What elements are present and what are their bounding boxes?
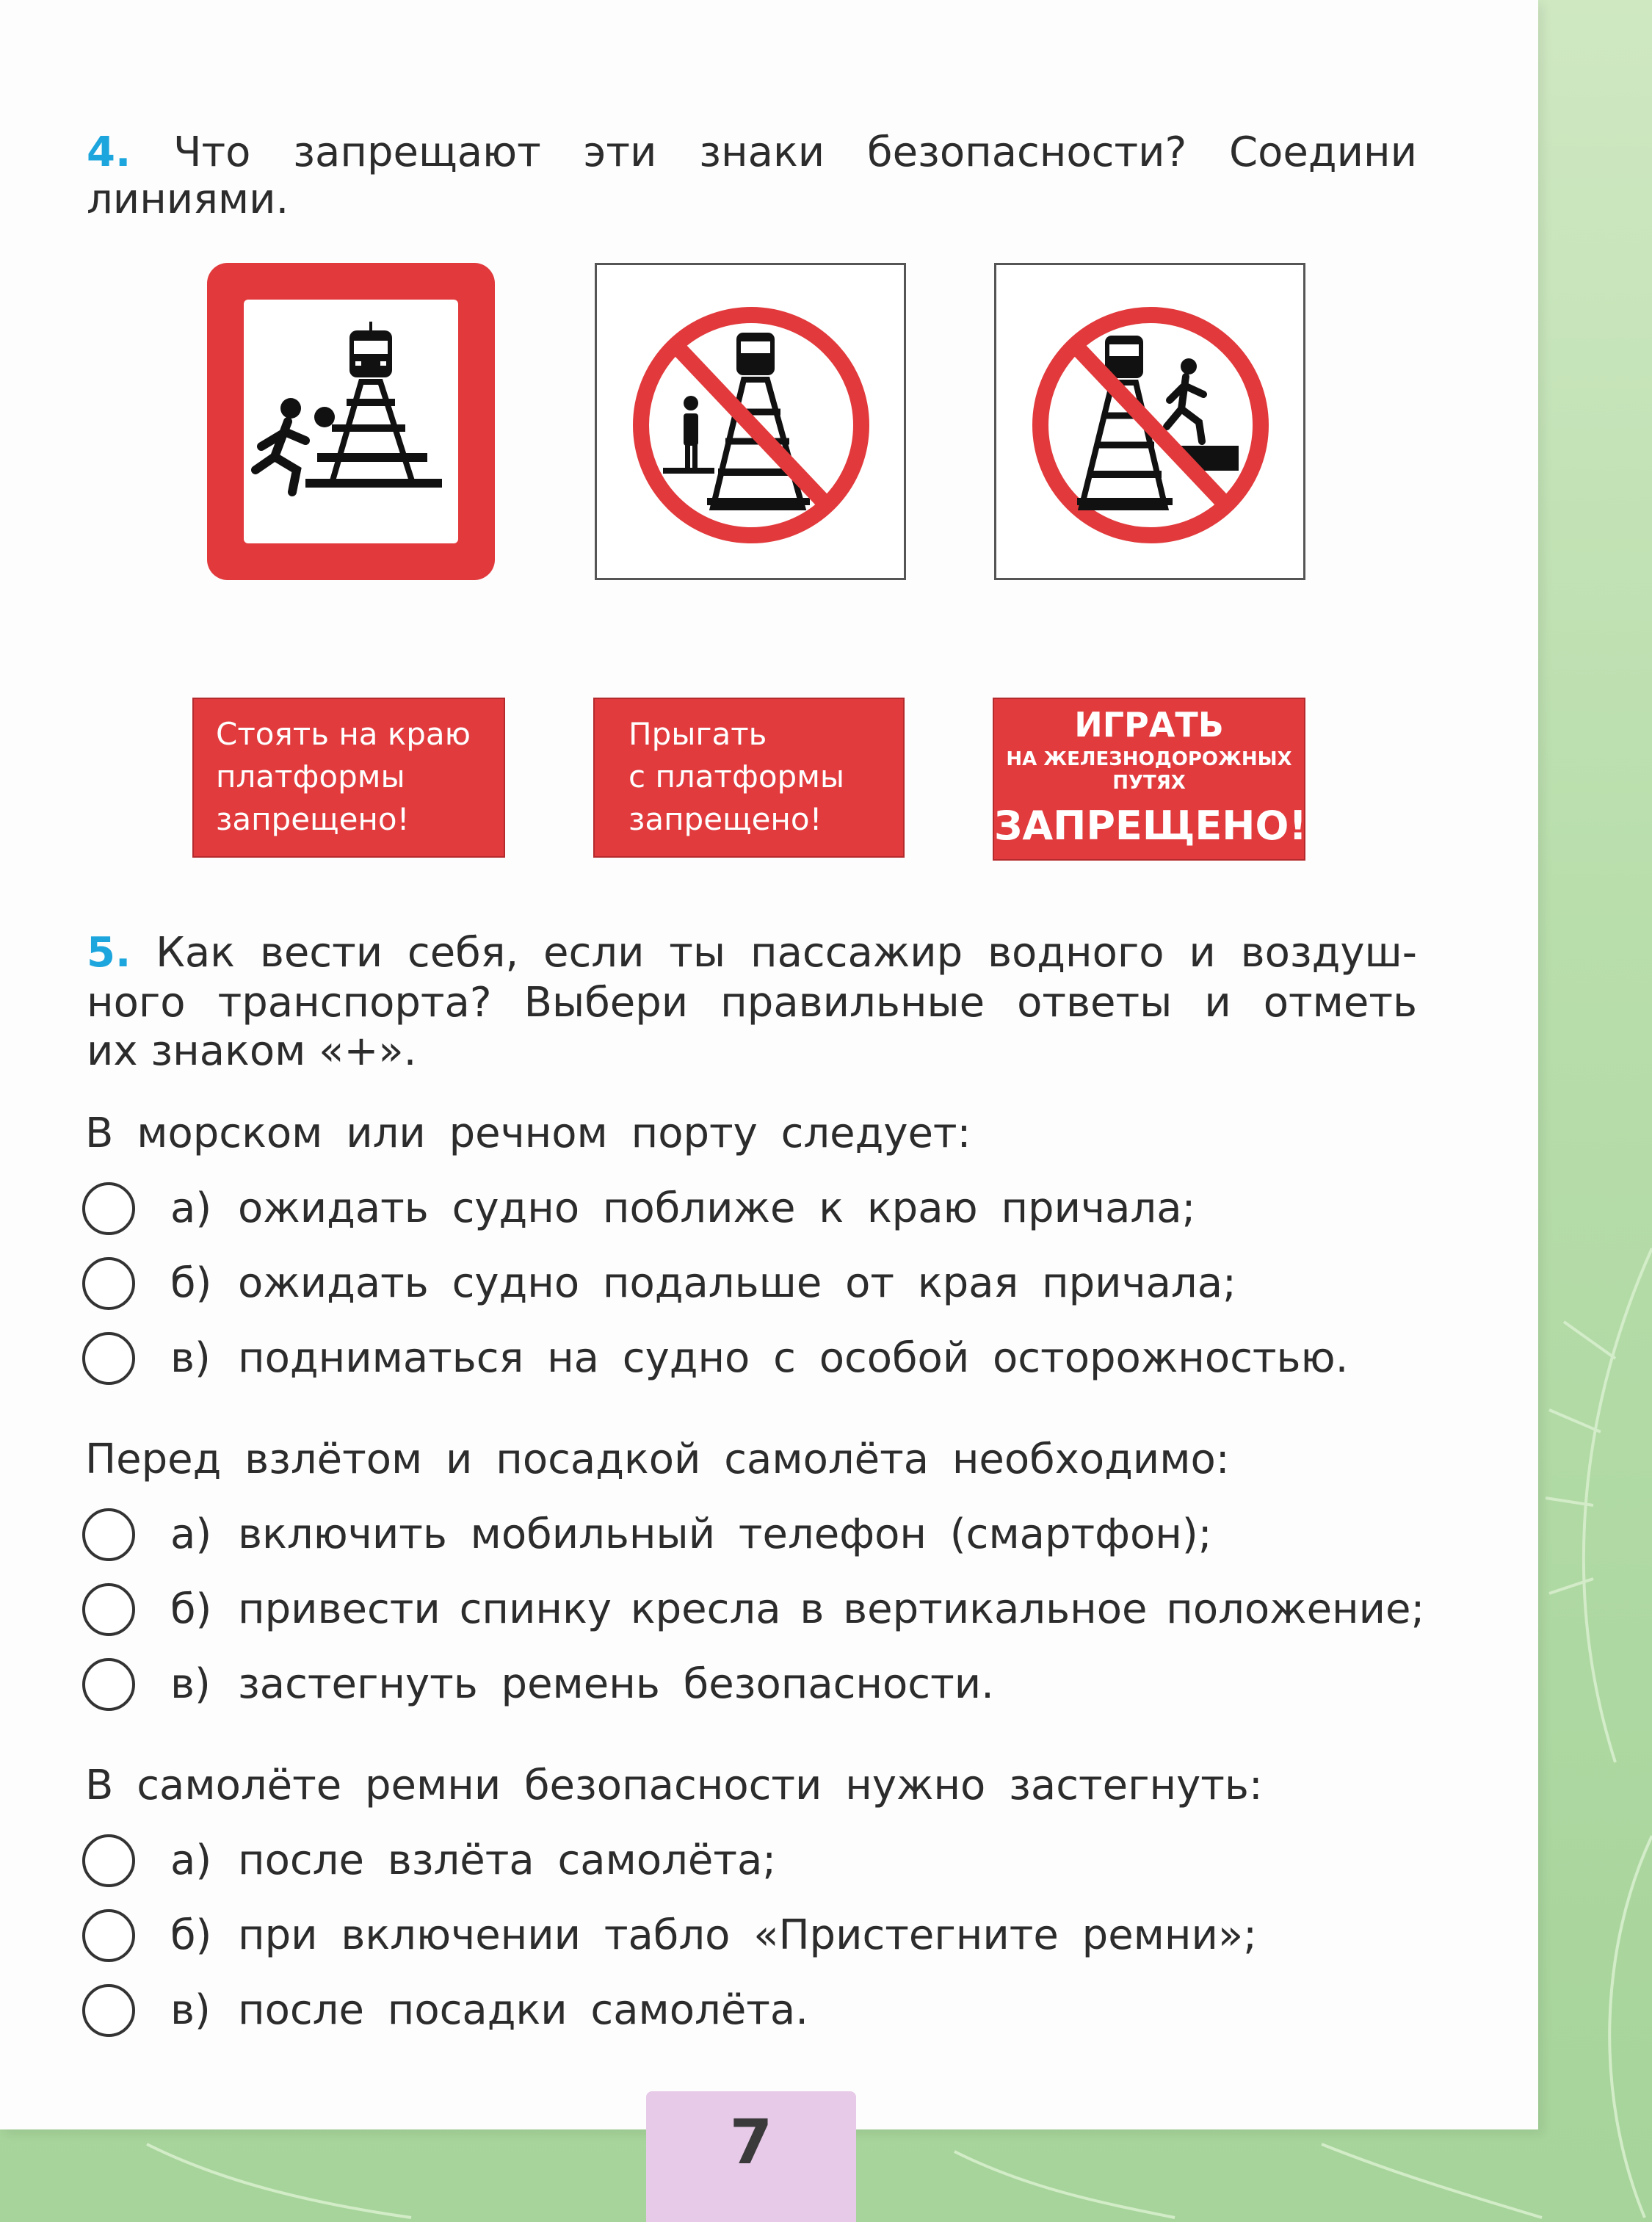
sign-children-near-tracks	[207, 263, 495, 580]
group2-option-c[interactable]	[82, 1658, 1477, 1717]
option-text: привести спинку кресла в вертикальное положение;	[238, 1585, 1425, 1633]
page-number: 7	[729, 2106, 773, 2178]
group3-option-a[interactable]	[82, 1834, 1477, 1893]
group2-heading: Перед взлётом и посадкой самолёта необходимо:	[85, 1436, 1230, 1483]
group2-option-b[interactable]	[82, 1583, 1477, 1642]
option-text: при включении табло «Пристегните ремни»;	[238, 1911, 1258, 1959]
task4-line1	[87, 129, 1417, 176]
plate2-line1: Прыгать	[628, 716, 767, 752]
task5-line1	[87, 930, 1417, 977]
group2-option-a[interactable]	[82, 1508, 1477, 1567]
task5-text-line2: ного транспорта? Выбери правильные ответы и отметь	[87, 979, 1417, 1027]
group1-option-b[interactable]	[82, 1257, 1477, 1316]
answer-circle[interactable]	[82, 1257, 135, 1310]
answer-circle[interactable]	[82, 1508, 135, 1561]
task4-text-line1: Что запрещают эти знаки безопасности? Соедини	[173, 129, 1417, 176]
plate2-line2: с платформы	[628, 759, 845, 795]
group3-heading: В самолёте ремни безопасности нужно застегнуть:	[85, 1762, 1263, 1809]
option-text: включить мобильный телефон (смартфон);	[238, 1510, 1212, 1558]
plate3-bottom: ЗАПРЕЩЕНО!	[994, 803, 1308, 849]
answer-circle[interactable]	[82, 1909, 135, 1962]
option-text: ожидать судно поближе к краю причала;	[238, 1184, 1196, 1232]
answer-circle[interactable]	[82, 1658, 135, 1711]
option-letter: в)	[170, 1986, 211, 2034]
plate-standing-edge	[192, 698, 505, 858]
plate1-line2: платформы	[216, 759, 405, 795]
task5-text-line1: Как вести себя, если ты пассажир водного и воздуш-	[156, 929, 1417, 977]
answer-circle[interactable]	[82, 1834, 135, 1887]
group3-option-b[interactable]	[82, 1909, 1477, 1968]
option-letter: в)	[170, 1660, 211, 1708]
task4-number: 4.	[87, 129, 131, 176]
child-running-train-icon	[244, 300, 458, 543]
group3-option-c[interactable]	[82, 1984, 1477, 2043]
group1-option-a[interactable]	[82, 1182, 1477, 1241]
plate-playing-tracks	[993, 698, 1308, 861]
plate3-middle1: НА ЖЕЛЕЗНОДОРОЖНЫХ	[1006, 748, 1292, 770]
option-letter: б)	[170, 1259, 212, 1307]
option-text: после посадки самолёта.	[238, 1986, 809, 2034]
prohibition-jumping-platform-icon	[996, 265, 1305, 579]
option-letter: б)	[170, 1585, 212, 1633]
plate2-line3: запрещено!	[628, 801, 822, 837]
sign-no-standing-edge	[595, 263, 906, 580]
group1-option-c[interactable]	[82, 1332, 1477, 1391]
option-letter: а)	[170, 1184, 212, 1232]
option-text: ожидать судно подальше от края причала;	[238, 1259, 1236, 1307]
sign-no-jumping-platform	[994, 263, 1305, 580]
plate-jumping-platform	[593, 698, 905, 858]
option-text: после взлёта самолёта;	[238, 1836, 777, 1884]
option-letter: а)	[170, 1510, 212, 1558]
page-number-tab	[646, 2091, 856, 2222]
option-text: подниматься на судно с особой осторожностью.	[238, 1334, 1349, 1382]
answer-circle[interactable]	[82, 1182, 135, 1235]
option-text: застегнуть ремень безопасности.	[238, 1660, 994, 1708]
task5-number: 5.	[87, 929, 131, 977]
plate3-middle2: ПУТЯХ	[1112, 772, 1186, 794]
prohibition-standing-edge-icon	[597, 265, 905, 579]
option-letter: б)	[170, 1911, 212, 1959]
option-letter: а)	[170, 1836, 212, 1884]
task4-text-line2: линиями.	[87, 175, 289, 223]
plate1-line1: Стоять на краю	[216, 716, 471, 752]
answer-circle[interactable]	[82, 1583, 135, 1636]
answer-circle[interactable]	[82, 1332, 135, 1385]
plate1-line3: запрещено!	[216, 801, 410, 837]
task5-text-line3: их знаком «+».	[87, 1027, 417, 1075]
plate3-top: ИГРАТЬ	[1074, 705, 1224, 745]
answer-circle[interactable]	[82, 1984, 135, 2037]
group1-heading: В морском или речном порту следует:	[85, 1110, 971, 1157]
option-letter: в)	[170, 1334, 211, 1382]
